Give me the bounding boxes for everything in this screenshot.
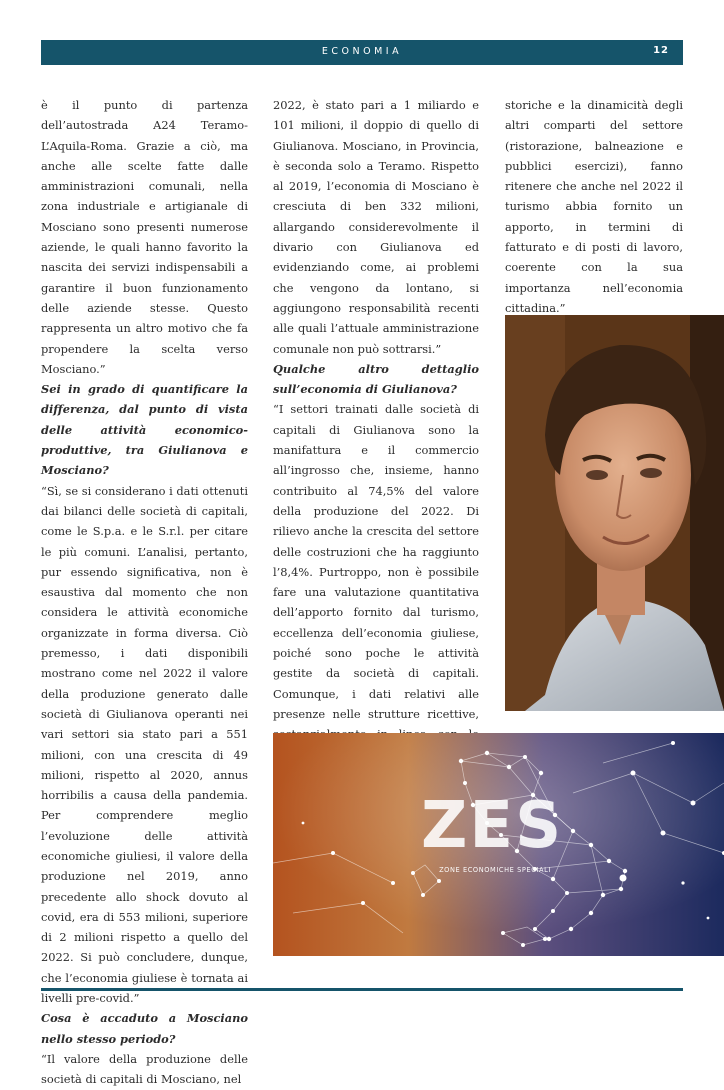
interview-question: Sei in grado di quantificare la differenza, dal punto di vista delle attività economico-produttive, tra Giulianova e Mosciano? bbox=[41, 382, 248, 478]
zes-logo-letters: ZES bbox=[421, 789, 564, 863]
portrait-photo bbox=[505, 315, 724, 711]
portrait-illustration bbox=[505, 315, 724, 711]
zes-logo-caption: ZONE ECONOMICHE SPECIALI bbox=[439, 866, 551, 874]
paragraph: “Sì, se si considerano i dati ottenuti dai bilanci delle società di capitali, come le S.p.a. e le S.r.l. per citare le più comuni. L’analisi, pertanto, pur essendo significativa, non è esaustiva dal momento che non considera le attività economiche organizzate in forma diversa. Ciò premesso, i dati disponibili mostrano come nel 2022 il valore della produzione generato dalle società di Giulianova operanti nei vari settori sia stato pari a 551 milioni, con una crescita di 49 milioni, rispetto al 2020, annus horribilis a causa della pandemia. Per comprendere meglio l’evoluzione delle attività economiche giuliesi, il valore della produzione nel 2019, anno precedente allo shock dovuto al covid, era di 553 milioni, superiore di 2 milioni rispetto a quello del 2022. Si può concludere, dunque, che l’economia giuliese è tornata ai livelli pre-covid.” bbox=[41, 483, 248, 1006]
paragraph: “I settori trainati dalle società di capitali di Giulianova sono la manifattura e il commercio all’ingrosso che, insieme, hanno contribuito al 74,5% del valore della produzione del 2022. Di rilievo anche la crescita del settore delle costruzioni che ha raggiunto l’8,4%. Purtroppo, non è possibile fare una valutazione quantitativa dell’apporto fornito dal turismo, eccellenza dell’economia giuliese, poiché sono poche le attività gestite da società di capitali. Comunque, i dati relativi alle presenze nelle strutture ricettive, bbox=[273, 402, 479, 721]
interview-question: Qualche altro dettaglio sull’economia di Giulianova? bbox=[273, 361, 479, 397]
paragraph: 2022, è stato pari a 1 miliardo e 101 milioni, il doppio di quello di Giulianova. Mosciano, in Provincia, è seconda solo a Teramo. Rispetto al 2019, l’economia di Mosciano è cresciuta di ben 332 milioni, allargando considerevolmente il divario con Giulianova ed evidenziando come, ai problemi che vengono da lontano, si aggiungono responsabilità recenti alle quali l’attuale amministrazione comunale non può sottrarsi.” bbox=[273, 98, 479, 356]
interview-question: Cosa è accaduto a Mosciano nello stesso periodo? bbox=[41, 1011, 248, 1046]
page-number: 12 bbox=[653, 45, 669, 56]
footer-rule bbox=[41, 988, 683, 991]
paragraph: storiche e la dinamicità degli altri comparti del settore (ristorazione, balneazione e pubblici esercizi), fanno ritenere che anche nel 2022 il turismo abbia fornito un apporto, in termini di fatturato e di posti di lavoro, coerente con la sua importanza nell’economia cittadina.” bbox=[505, 98, 683, 315]
zes-banner bbox=[273, 733, 724, 956]
text-column-1 bbox=[41, 95, 248, 1087]
text-column-2 bbox=[273, 95, 479, 725]
paragraph: è il punto di partenza dell’autostrada A24 Teramo-L’Aquila-Roma. Grazie a ciò, ma anche alle scelte fatte dalle amministrazioni comunali, nella zona industriale e artigianale di Mosciano sono presenti numerose aziende, le quali hanno favorito la nascita dei servizi indispensabili a garantire il buon funzionamento delle aziende stesse. Questo rappresenta un altro motivo che fa propendere la scelta verso Mosciano.” bbox=[41, 98, 248, 376]
text-column-3 bbox=[505, 95, 683, 315]
paragraph: “Il valore della produzione delle società di capitali di Mosciano, nel bbox=[41, 1051, 248, 1087]
page-header bbox=[41, 40, 683, 65]
section-title: ECONOMIA bbox=[321, 46, 403, 57]
